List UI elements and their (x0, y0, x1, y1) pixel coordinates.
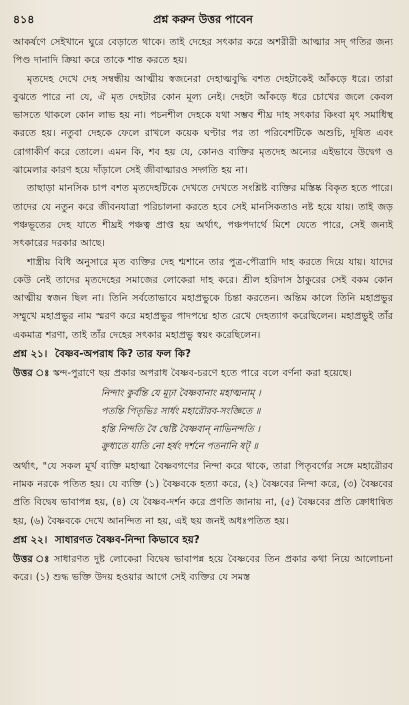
question-21-text: বৈষ্ণব-অপরাধ কি? তার ফল কি? (55, 349, 191, 361)
running-title: প্রশ্ন করুন উত্তর পাবেন (153, 13, 253, 26)
question-22 (13, 531, 393, 551)
sanskrit-verse (13, 385, 393, 455)
answer-22-label: উত্তর ঃ (13, 553, 51, 565)
question-22-text: সাধারণত বৈষ্ণব-নিন্দা কিভাবে হয়? (55, 534, 200, 546)
answer-22 (13, 551, 393, 588)
answer-21-explanation: অর্থাৎ, "যে সকল মূর্খ ব্যক্তি মহাত্মা বৈষ্ণবগণের নিন্দা করে থাকে, তারা পিতৃবর্গের সঙ্গে মহারৌরব নামক নরকে পতিত হয়। যে ব্যক্তি (১) বৈষ্ণবকে হত্যা করে, (২) বৈষ্ণবের নিন্দা করে, (৩) বৈষ্ণবের প্রতি বিদ্বেষ ভাবাপন্ন হয়, (৪) যে বৈষ্ণব-দর্শন করে প্রণতি জানায় না, (৫) বৈষ্ণবের প্রতি ক্রোধান্বিত হয়, (৬) বৈষ্ণবকে দেখে আনন্দিত না হয়, এই ছয় জনই অধঃপতিত হয়। (13, 460, 393, 527)
verse-line: নিন্দাং কুর্বন্তি যে মূঢ়া বৈষ্ণবানাং মহাত্মনাম্ । (101, 388, 261, 400)
answer-21-label: উত্তর ঃ (13, 368, 50, 380)
paragraph-1: আকর্ষণে সেইখানে ঘুরে বেড়াতে থাকে। তাই দেহের সৎকার করে অশরীরী আত্মার সদ্ গতির জন্য পিণ্ড দানাদি ক্রিয়া করে তাকে শান্ত করতে হয়। (13, 37, 393, 67)
answer-22-text: সাধারণত দুষ্ট লোকেরা বিদ্বেষ ভাবাপন্ন হয়ে বৈষ্ণবের তিন প্রকার কথা নিয়ে আলোচনা করে। (১) শুদ্ধ ভক্তি উদয় হওয়ার আগে সেই ব্যক্তির যে সমস্ত (13, 553, 393, 584)
paragraph-3: তাছাড়া মানসিক চাপ বশত মৃতদেহটিকে দেখতে দেখতে সংশ্লিষ্ট ব্যক্তির মস্তিষ্ক বিকৃত হতে পারে। তাদের যে নতুন করে জীবনযাত্রা পরিচালনা করতে হবে সেই মানসিকতাও নষ্ট হয়ে যায়। তাই জড় পঞ্চভূতের দেহ যাতে শীঘ্রই পঞ্চত্ব প্রাপ্ত হয় অর্থাৎ, পঞ্চপদার্থে মিশে যেতে পারে, সেই জন্যই সৎকারের দরকার আছে। (13, 183, 393, 250)
question-21 (13, 345, 393, 365)
question-22-label: প্রশ্ন ২২। (13, 534, 48, 546)
answer-21-intro (13, 365, 393, 383)
question-21-label: প্রশ্ন ২১। (13, 349, 48, 361)
paragraph-2: মৃতদেহ দেখে দেহ সম্বন্ধীয় আত্মীয় স্বজনেরা দেহাত্মবুদ্ধি বশত দেহটাকেই আঁকড়ে ধরে। তারা বুঝতে পারে না যে, ঐ মৃত দেহটার কোন মূল্য নেই। দেহটা আঁকড়ে ধরে চোখের জলে কেবল ভাসতে থাকলে কোন লাভ হয় না। পচনশীল দেহকে যথা সম্ভব শীঘ্র দাহ সৎকার কিংবা মৃৎ সমাধিস্থ করতে হয়। নতুবা দেহকে ফেলে রাখলে কয়েক ঘণ্টার পর তা পরিবেশটিকে অশুচি, দূষিত এবং রোগাকীর্ণ করে তোলে। এমন কি, শব হয় যে, কোনও ব্যক্তির মৃতদেহ অন্যের এইভাবে উদ্বেগ ও ঝামেলার কারণ হয়ে দাঁড়ালে সেই জীবাত্মারও সদ্গতি হয় না। (13, 73, 393, 177)
page-number: ৪১৪ (13, 13, 35, 26)
page-header (13, 6, 393, 34)
verse-line: ক্রুধ্যতে যাতি নো হর্ষং দর্শনে পতনানি ষট্ ॥ (101, 441, 258, 453)
verse-line: হন্তি নিন্দতি বৈ দ্বেষ্টি বৈষ্ণবান্ নাভিনন্দতি । (101, 423, 261, 435)
verse-line: পতন্তি পিতৃভিঃ সার্ধং মহারৌরব-সংজ্ঞিতে ॥ (101, 405, 261, 417)
answer-21-intro-text: স্কন্দ-পুরাণে ছয় প্রকার অপরাধ বৈষ্ণব-চরণে হতে পারে বলে বর্ণনা করা হয়েছে। (52, 368, 352, 380)
paragraph-4: শাস্ত্রীয় বিধি অনুসারে মৃত ব্যক্তির দেহ শ্মশানে তার পুত্র-পৌত্রাদি দাহ করতে দিয়ে যায়। যাদের কেউ নেই তাদের মৃতদেহের সমাজের লোকেরা দাহ করে। শ্রীল হরিদাস ঠাকুরের সেই বকম কোন আত্মীয় স্বজন ছিল না। তিনি সর্বতোভাবে মহাপ্রভুকে চিন্তা করতেন। অন্তিম কালে তিনি মহাপ্রভুর সম্মুখে মহাপ্রভুর নাম স্মরণ করে মহাপ্রভুর পাদপদ্মে হাত রেখে দেহত্যাগ করেছিলেন। মহাপ্রভুই তাঁর একমাত্র শরণা, তাই তাঁর দেহের সৎকার মহাপ্রভু স্বয়ং করেছিলেন। (13, 256, 393, 341)
